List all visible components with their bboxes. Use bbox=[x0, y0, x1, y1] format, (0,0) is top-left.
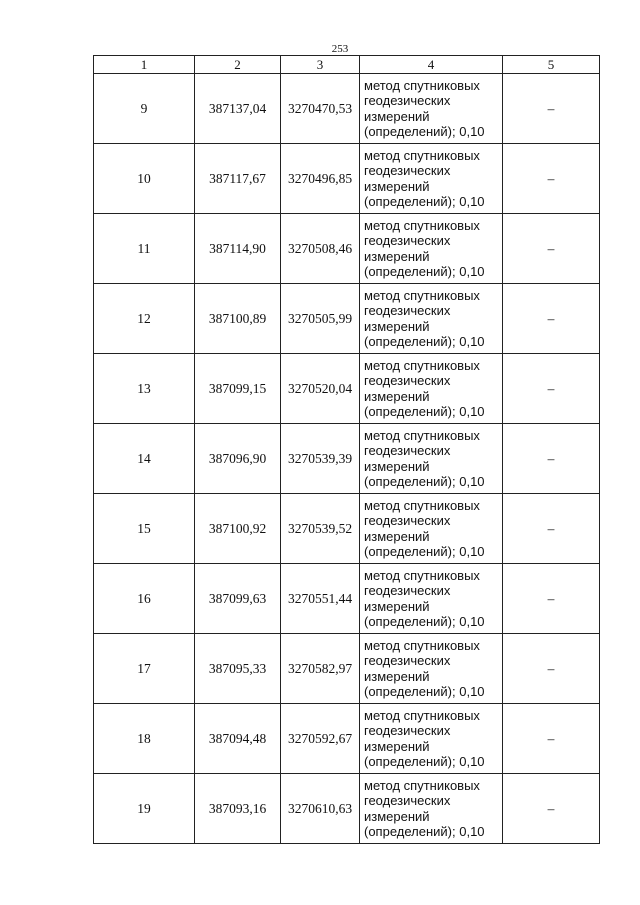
column-header-2: 2 bbox=[195, 56, 281, 74]
method-text-line: геодезических bbox=[364, 93, 451, 108]
method-cell bbox=[360, 214, 503, 284]
x-coordinate-cell: 387096,90 bbox=[195, 424, 281, 494]
x-coordinate-cell: 387093,16 bbox=[195, 774, 281, 844]
x-coordinate-cell: 387094,48 bbox=[195, 704, 281, 774]
method-text-line: геодезических bbox=[364, 233, 451, 248]
method-text-line: геодезических bbox=[364, 163, 451, 178]
method-cell bbox=[360, 564, 503, 634]
method-text-line: измерений bbox=[364, 738, 430, 754]
method-text-line: измерений bbox=[364, 458, 430, 474]
table-body bbox=[94, 74, 600, 844]
method-text-line: (определений); 0,10 bbox=[364, 544, 485, 559]
note-cell: – bbox=[503, 354, 600, 424]
method-text-line: (определений); 0,10 bbox=[364, 264, 485, 279]
y-coordinate-cell: 3270505,99 bbox=[281, 284, 360, 354]
note-cell: – bbox=[503, 214, 600, 284]
point-number-cell: 13 bbox=[94, 354, 195, 424]
method-text-line: геодезических bbox=[364, 723, 451, 738]
note-cell: – bbox=[503, 424, 600, 494]
method-text-line: измерений bbox=[364, 108, 430, 124]
point-number-cell: 19 bbox=[94, 774, 195, 844]
note-cell: – bbox=[503, 634, 600, 704]
method-text-line: (определений); 0,10 bbox=[364, 754, 485, 769]
column-header-5: 5 bbox=[503, 56, 600, 74]
x-coordinate-cell: 387099,15 bbox=[195, 354, 281, 424]
method-text-line: измерений bbox=[364, 528, 430, 544]
method-cell bbox=[360, 74, 503, 144]
column-header-1: 1 bbox=[94, 56, 195, 74]
method-text-line: метод спутниковых bbox=[364, 217, 480, 233]
note-cell: – bbox=[503, 144, 600, 214]
method-text-line: метод спутниковых bbox=[364, 287, 480, 303]
method-text-line: метод спутниковых bbox=[364, 147, 480, 163]
table-row bbox=[94, 424, 600, 494]
y-coordinate-cell: 3270470,53 bbox=[281, 74, 360, 144]
method-text-line: геодезических bbox=[364, 373, 451, 388]
point-number-cell: 15 bbox=[94, 494, 195, 564]
y-coordinate-cell: 3270496,85 bbox=[281, 144, 360, 214]
method-text-line: (определений); 0,10 bbox=[364, 684, 485, 699]
table-row bbox=[94, 704, 600, 774]
method-cell bbox=[360, 424, 503, 494]
y-coordinate-cell: 3270551,44 bbox=[281, 564, 360, 634]
coordinates-table bbox=[93, 55, 600, 844]
method-text-line: метод спутниковых bbox=[364, 567, 480, 583]
x-coordinate-cell: 387114,90 bbox=[195, 214, 281, 284]
x-coordinate-cell: 387100,92 bbox=[195, 494, 281, 564]
table-row bbox=[94, 214, 600, 284]
table-row bbox=[94, 494, 600, 564]
x-coordinate-cell: 387095,33 bbox=[195, 634, 281, 704]
method-text-line: (определений); 0,10 bbox=[364, 824, 485, 839]
y-coordinate-cell: 3270520,04 bbox=[281, 354, 360, 424]
table-row bbox=[94, 74, 600, 144]
method-text-line: измерений bbox=[364, 598, 430, 614]
method-text-line: измерений bbox=[364, 388, 430, 404]
method-text-line: измерений bbox=[364, 808, 430, 824]
method-text-line: метод спутниковых bbox=[364, 427, 480, 443]
method-cell bbox=[360, 774, 503, 844]
point-number-cell: 16 bbox=[94, 564, 195, 634]
method-text-line: (определений); 0,10 bbox=[364, 124, 485, 139]
note-cell: – bbox=[503, 704, 600, 774]
table-header-row bbox=[94, 56, 600, 74]
column-header-4: 4 bbox=[360, 56, 503, 74]
x-coordinate-cell: 387099,63 bbox=[195, 564, 281, 634]
method-cell bbox=[360, 494, 503, 564]
point-number-cell: 14 bbox=[94, 424, 195, 494]
table-row bbox=[94, 634, 600, 704]
method-text-line: метод спутниковых bbox=[364, 707, 480, 723]
x-coordinate-cell: 387137,04 bbox=[195, 74, 281, 144]
y-coordinate-cell: 3270582,97 bbox=[281, 634, 360, 704]
point-number-cell: 18 bbox=[94, 704, 195, 774]
y-coordinate-cell: 3270592,67 bbox=[281, 704, 360, 774]
note-cell: – bbox=[503, 564, 600, 634]
method-text-line: метод спутниковых bbox=[364, 777, 480, 793]
method-text-line: (определений); 0,10 bbox=[364, 614, 485, 629]
table-row bbox=[94, 354, 600, 424]
method-text-line: (определений); 0,10 bbox=[364, 194, 485, 209]
method-cell bbox=[360, 634, 503, 704]
method-text-line: геодезических bbox=[364, 513, 451, 528]
point-number-cell: 10 bbox=[94, 144, 195, 214]
table-row bbox=[94, 774, 600, 844]
note-cell: – bbox=[503, 774, 600, 844]
point-number-cell: 9 bbox=[94, 74, 195, 144]
column-header-3: 3 bbox=[281, 56, 360, 74]
y-coordinate-cell: 3270539,39 bbox=[281, 424, 360, 494]
y-coordinate-cell: 3270610,63 bbox=[281, 774, 360, 844]
method-cell bbox=[360, 354, 503, 424]
page-number: 253 bbox=[331, 43, 349, 55]
point-number-cell: 17 bbox=[94, 634, 195, 704]
note-cell: – bbox=[503, 74, 600, 144]
point-number-cell: 11 bbox=[94, 214, 195, 284]
method-text-line: геодезических bbox=[364, 653, 451, 668]
y-coordinate-cell: 3270539,52 bbox=[281, 494, 360, 564]
method-text-line: геодезических bbox=[364, 303, 451, 318]
method-text-line: геодезических bbox=[364, 793, 451, 808]
x-coordinate-cell: 387117,67 bbox=[195, 144, 281, 214]
method-text-line: измерений bbox=[364, 318, 430, 334]
method-text-line: метод спутниковых bbox=[364, 637, 480, 653]
table-row bbox=[94, 564, 600, 634]
method-text-line: измерений bbox=[364, 178, 430, 194]
method-text-line: геодезических bbox=[364, 583, 451, 598]
note-cell: – bbox=[503, 284, 600, 354]
table-row bbox=[94, 144, 600, 214]
x-coordinate-cell: 387100,89 bbox=[195, 284, 281, 354]
table-row bbox=[94, 284, 600, 354]
method-text-line: метод спутниковых bbox=[364, 497, 480, 513]
method-text-line: метод спутниковых bbox=[364, 357, 480, 373]
y-coordinate-cell: 3270508,46 bbox=[281, 214, 360, 284]
method-text-line: геодезических bbox=[364, 443, 451, 458]
method-cell bbox=[360, 704, 503, 774]
point-number-cell: 12 bbox=[94, 284, 195, 354]
method-text-line: метод спутниковых bbox=[364, 77, 480, 93]
method-cell bbox=[360, 284, 503, 354]
method-text-line: измерений bbox=[364, 248, 430, 264]
method-text-line: (определений); 0,10 bbox=[364, 474, 485, 489]
note-cell: – bbox=[503, 494, 600, 564]
method-cell bbox=[360, 144, 503, 214]
method-text-line: (определений); 0,10 bbox=[364, 404, 485, 419]
method-text-line: измерений bbox=[364, 668, 430, 684]
method-text-line: (определений); 0,10 bbox=[364, 334, 485, 349]
